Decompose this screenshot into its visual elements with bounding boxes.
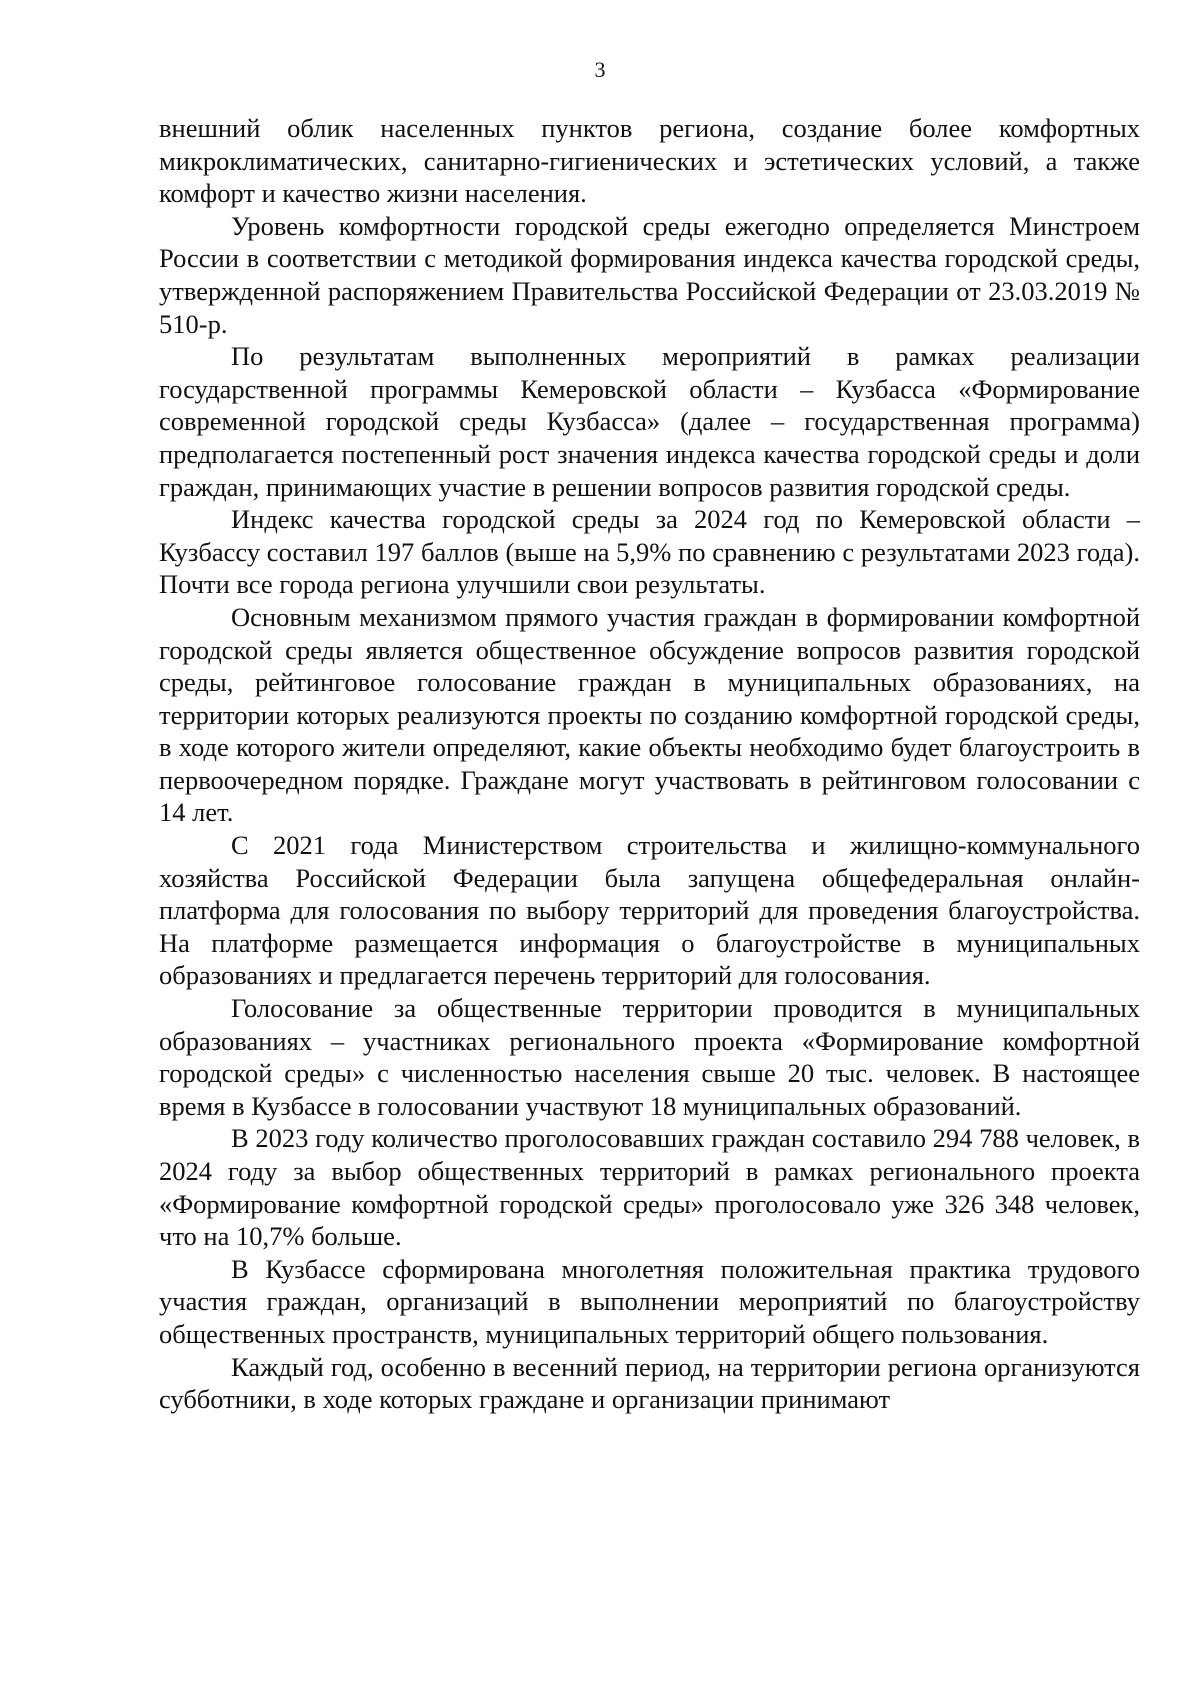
paragraph-voter-statistics: В 2023 году количество проголосовавших граждан составило 294 788 человек, в 2024 году за выбор общественных территорий в рамках регионального проекта «Формирование комфортной городской среды» проголосовало уже 326 348 человек, что на 10,7% больше. [159,1123,1140,1252]
paragraph-citizen-participation: Основным механизмом прямого участия граждан в формировании комфортной городской среды является общественное обсуждение вопросов развития городской среды, рейтинговое голосование граждан в муниципальных образованиях, на территории которых реализуются проекты по созданию комфортной городской среды, в ходе которого жители определяют, какие объекты необходимо будет благоустроить в первоочередном порядке. Граждане могут участвовать в рейтинговом голосовании с 14 лет. [159,601,1140,828]
page-number: 3 [594,57,606,82]
paragraph-urban-quality-index-2024: Индекс качества городской среды за 2024 год по Кемеровской области – Кузбассу составил 197 баллов (выше на 5,9% по сравнению с результатами 2023 года). Почти все города региона улучшили свои результаты. [159,504,1140,600]
paragraph-public-territories-voting: Голосование за общественные территории проводится в муниципальных образованиях – участниках регионального проекта «Формирование комфортной городской среды» с численностью населения свыше 20 тыс. человек. В настоящее время в Кузбассе в голосовании участвуют 18 муниципальных образований. [159,993,1140,1121]
paragraph-subbotniks: Каждый год, особенно в весенний период, на территории региона организуются субботники, в ходе которых граждане и организации принимают [159,1351,1140,1415]
paragraph-continuation: внешний облик населенных пунктов региона, создание более комфортных микроклиматических, санитарно-гигиенических и эстетических условий, а также комфорт и качество жизни населения. [159,113,1140,209]
document-body [159,112,1140,1416]
paragraph-state-program-results: По результатам выполненных мероприятий в рамках реализации государственной программы Кемеровской области – Кузбасса «Формирование современной городской среды Кузбасса» (далее – государственная программа) предполагается постепенный рост значения индекса качества городской среды и доли граждан, принимающих участие в решении вопросов развития городской среды. [159,341,1140,502]
paragraph-online-voting-platform: С 2021 года Министерством строительства и жилищно-коммунального хозяйства Российской Федерации была запущена общефедеральная онлайн-платформа для голосования по выбору территорий для проведения благоустройства. На платформе размещается информация о благоустройстве в муниципальных образованиях и предлагается перечень территорий для голосования. [159,830,1140,991]
paragraph-labor-participation: В Кузбассе сформирована многолетняя положительная практика трудового участия граждан, организаций в выполнении мероприятий по благоустройству общественных пространств, муниципальных территорий общего пользования. [159,1253,1140,1349]
paragraph-urban-comfort-level: Уровень комфортности городской среды ежегодно определяется Минстроем России в соответствии с методикой формирования индекса качества городской среды, утвержденной распоряжением Правительства Российской Федерации от 23.03.2019 № 510-р. [159,210,1140,339]
